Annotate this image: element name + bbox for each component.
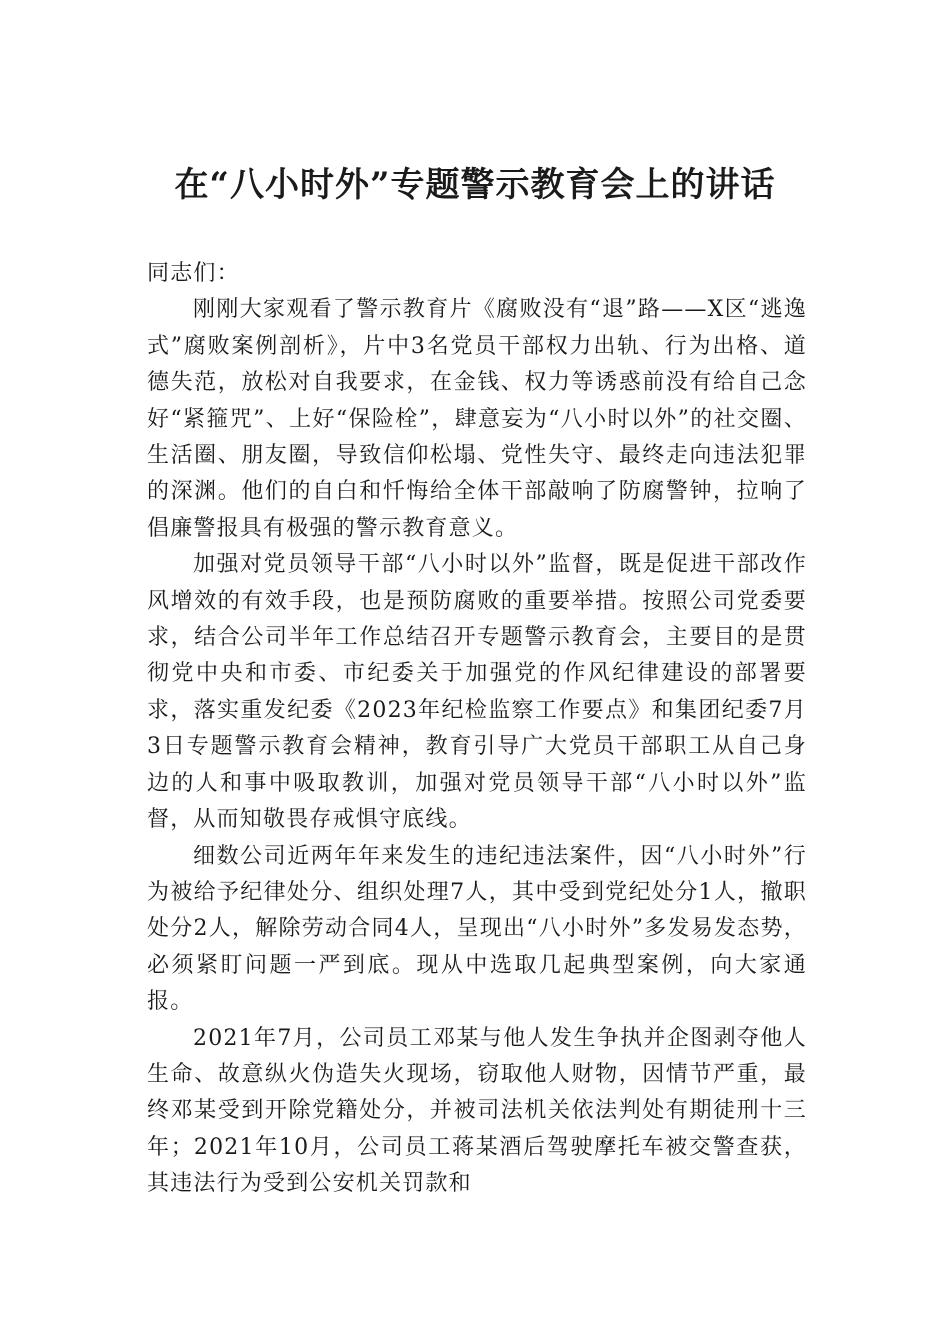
document-title: 在“八小时外”专题警示教育会上的讲话 [174,165,776,205]
document-body [147,256,807,1203]
paragraph-4: 2021年7月，公司员工邓某与他人发生争执并企图剥夺他人生命、故意纵火伪造失火现场，窃取他人财物，因情节严重，最终邓某受到开除党籍处分，并被司法机关依法判处有期徒刑十三年；2021年10月，公司员工蒋某酒后驾驶摩托车被交警查获，其违法行为受到公安机关罚款和 [147,1025,807,1197]
paragraph-1: 刚刚大家观看了警示教育片《腐败没有“退”路——X区“逃逸式”腐败案例剖析》，片中3名党员干部权力出轨、行为出格、道德失范，放松对自我要求，在金钱、权力等诱惑前没有给自己念好“紧箍咒”、上好“保险栓”，肆意妄为“八小时以外”的社交圈、生活圈、朋友圈，导致信仰松塌、党性失守、最终走向违法犯罪的深渊。他们的自白和忏悔给全体干部敲响了防腐警钟，拉响了倡廉警报具有极强的警示教育意义。 [147,297,807,541]
paragraph-3: 细数公司近两年年来发生的违纪违法案件，因“八小时外”行为被给予纪律处分、组织处理7人，其中受到党纪处分1人，撤职处分2人，解除劳动合同4人，呈现出“八小时外”多发易发态势，必须紧盯问题一严到底。现从中选取几起典型案例，向大家通报。 [147,843,807,1015]
paragraph-2: 加强对党员领导干部“八小时以外”监督，既是促进干部改作风增效的有效手段，也是预防腐败的重要举措。按照公司党委要求，结合公司半年工作总结召开专题警示教育会，主要目的是贯彻党中央和市委、市纪委关于加强党的作风纪律建设的部署要求，落实重发纪委《2023年纪检监察工作要点》和集团纪委7月3日专题警示教育会精神，教育引导广大党员干部职工从自己身边的人和事中吸取教训，加强对党员领导干部“八小时以外”监督，从而知敬畏存戒惧守底线。 [147,552,807,833]
salutation: 同志们： [147,261,240,286]
